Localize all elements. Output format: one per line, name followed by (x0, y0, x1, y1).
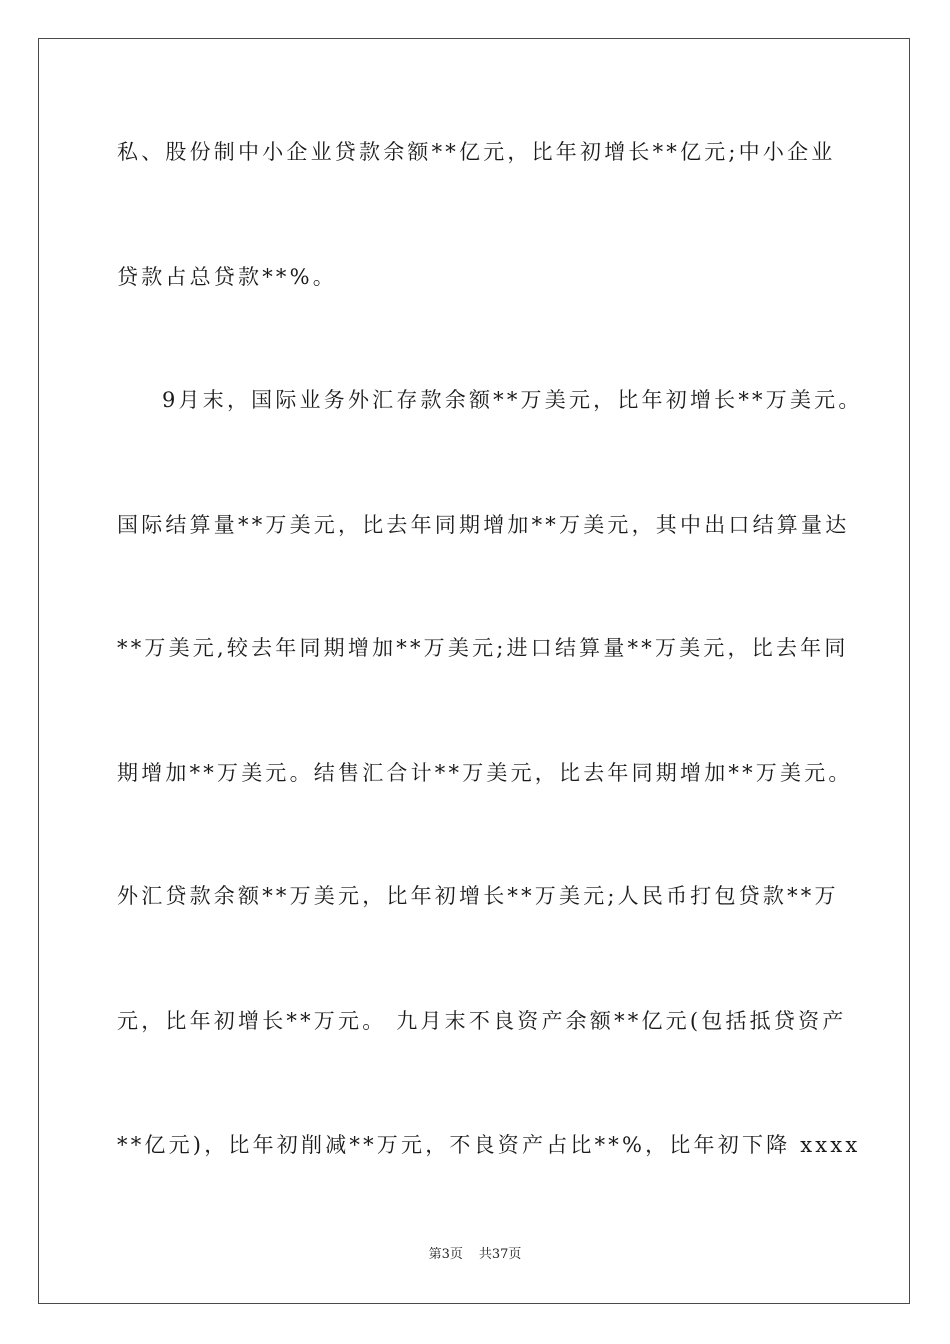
paragraph-start-line: 9月末，国际业务外汇存款余额**万美元，比年初增长**万美元。 (162, 388, 863, 412)
page-number: 第3页 (428, 1247, 463, 1262)
body-text-line: 贷款占总贷款**%。 (117, 265, 337, 289)
body-text-line: 元，比年初增长**万元。 九月末不良资产余额**亿元(包括抵贷资产 (117, 1009, 847, 1033)
total-pages: 共37页 (478, 1247, 522, 1262)
page-footer (0, 1246, 950, 1264)
body-text-line: **亿元)，比年初削减**万元，不良资产占比**%，比年初下降 xxxx (117, 1133, 861, 1157)
body-text-line: **万美元,较去年同期增加**万美元;进口结算量**万美元，比去年同 (117, 636, 849, 660)
page-border (38, 38, 910, 1304)
body-text-line: 期增加**万美元。结售汇合计**万美元，比去年同期增加**万美元。 (117, 761, 853, 785)
body-text-line: 外汇贷款余额**万美元，比年初增长**万美元;人民币打包贷款**万 (117, 884, 839, 908)
body-text-line: 私、股份制中小企业贷款余额**亿元，比年初增长**亿元;中小企业 (117, 140, 836, 164)
body-text-line: 国际结算量**万美元，比去年同期增加**万美元，其中出口结算量达 (117, 513, 850, 537)
